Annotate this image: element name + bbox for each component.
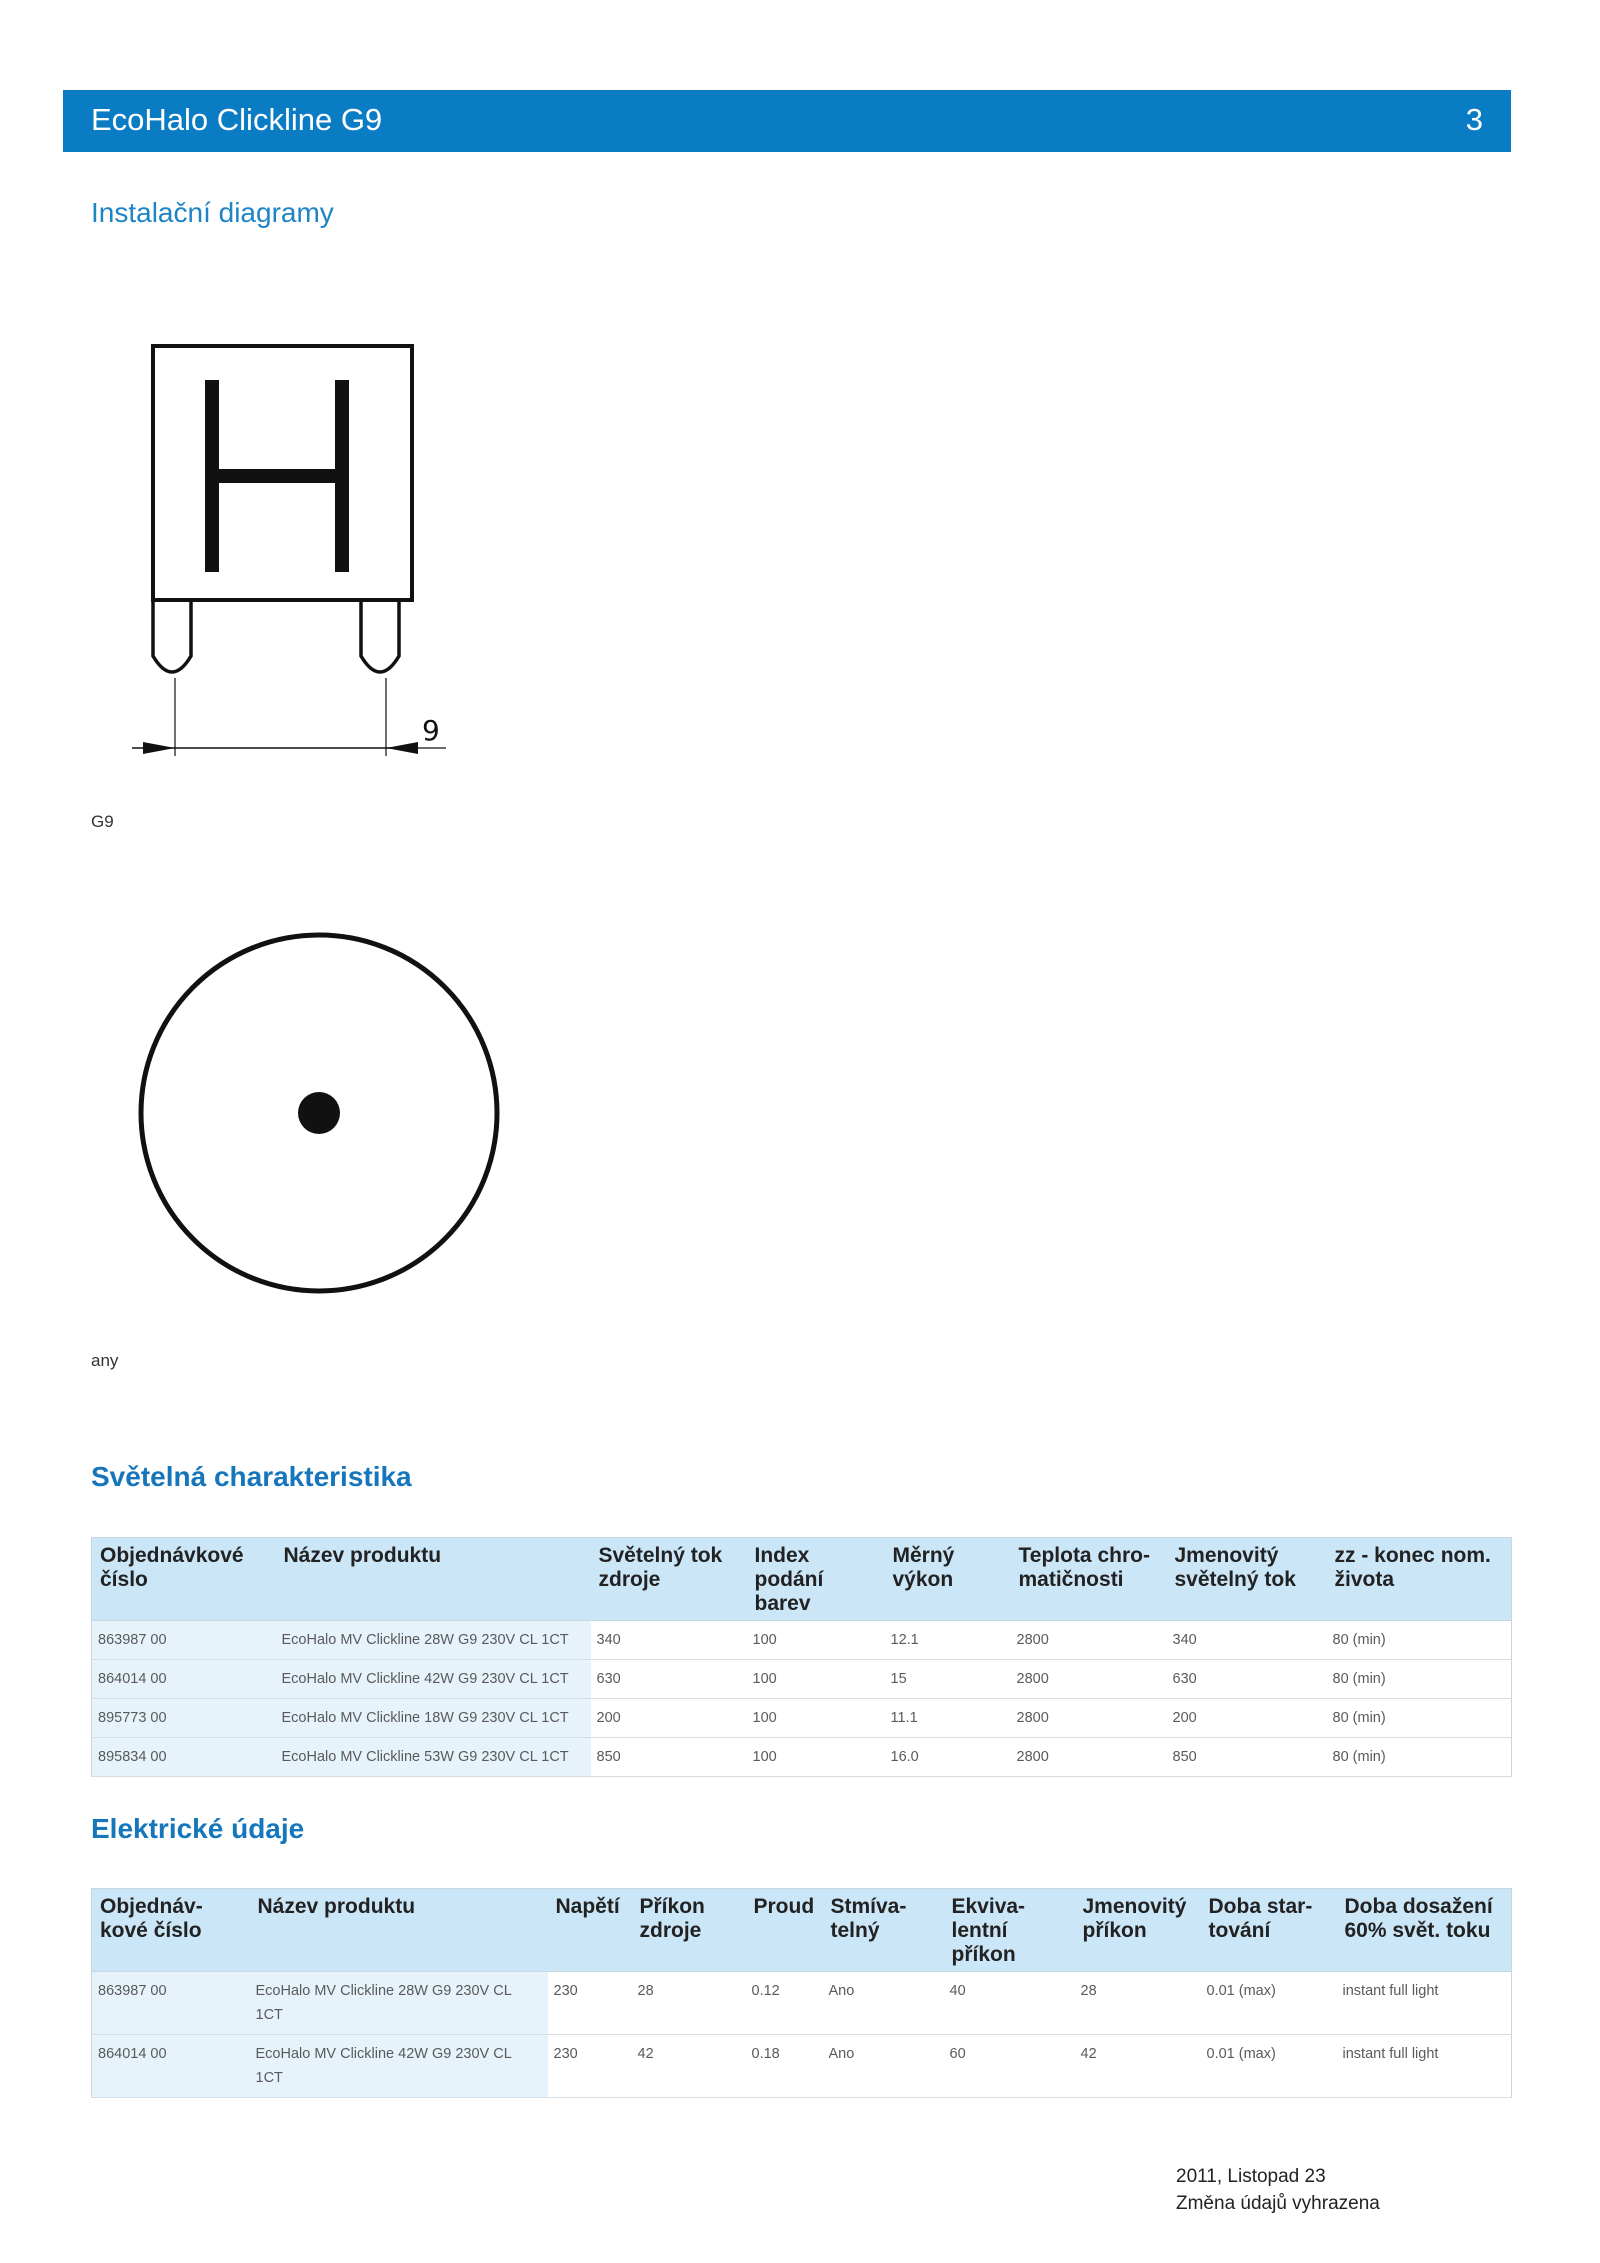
light-characteristics-title: Světelná charakteristika xyxy=(91,1461,412,1492)
cell: 16.0 xyxy=(885,1738,1011,1777)
cell: 100 xyxy=(747,1738,885,1777)
col-header: Napětí xyxy=(548,1889,632,1972)
footer xyxy=(1176,2163,1380,2217)
cell: 12.1 xyxy=(885,1621,1011,1660)
footer-date: 2011, Listopad 23 xyxy=(1176,2166,1326,2187)
cell: 850 xyxy=(591,1738,747,1777)
col-header: Teplota chro-matičnosti xyxy=(1011,1538,1167,1621)
cell: 0.12 xyxy=(746,1972,823,2035)
table-row xyxy=(92,1738,1512,1777)
orientation-any-diagram xyxy=(136,928,506,1298)
col-header: Název produktu xyxy=(276,1538,591,1621)
page-number: 3 xyxy=(1465,102,1483,137)
col-header: Jmenovitý příkon xyxy=(1075,1889,1201,1972)
cell-order-number: 864014 00 xyxy=(92,2035,250,2098)
cell: 0.01 (max) xyxy=(1201,1972,1337,2035)
col-header: Objednáv-kové číslo xyxy=(92,1889,250,1972)
cell: 11.1 xyxy=(885,1699,1011,1738)
cell: 0.01 (max) xyxy=(1201,2035,1337,2098)
cell: 60 xyxy=(944,2035,1075,2098)
footer-note: Změna údajů vyhrazena xyxy=(1176,2193,1380,2214)
cell: 2800 xyxy=(1011,1621,1167,1660)
col-header: Index podání barev xyxy=(747,1538,885,1621)
cell: 340 xyxy=(591,1621,747,1660)
g9-base-diagram xyxy=(128,336,468,766)
cell-order-number: 895834 00 xyxy=(92,1738,276,1777)
cell-order-number: 895773 00 xyxy=(92,1699,276,1738)
electrical-data-table xyxy=(91,1888,1512,2098)
cell: 42 xyxy=(1075,2035,1201,2098)
document-title: EcoHalo Clickline G9 xyxy=(91,102,383,137)
table-row xyxy=(92,1621,1512,1660)
col-header: Doba dosažení 60% svět. toku xyxy=(1337,1889,1512,1972)
cell: 630 xyxy=(1167,1660,1327,1699)
col-header: Příkon zdroje xyxy=(632,1889,746,1972)
install-diagrams-title: Instalační diagramy xyxy=(91,197,334,228)
cell: instant full light xyxy=(1337,2035,1512,2098)
cell: 0.18 xyxy=(746,2035,823,2098)
cell: 40 xyxy=(944,1972,1075,2035)
cell: 28 xyxy=(1075,1972,1201,2035)
dimension-label: 9 xyxy=(422,714,440,747)
cell-order-number: 863987 00 xyxy=(92,1972,250,2035)
cell: instant full light xyxy=(1337,1972,1512,2035)
cell-product-name: EcoHalo MV Clickline 18W G9 230V CL 1CT xyxy=(276,1699,591,1738)
table-row xyxy=(92,1660,1512,1699)
col-header: Doba star-tování xyxy=(1201,1889,1337,1972)
cell: 15 xyxy=(885,1660,1011,1699)
cell-product-name: EcoHalo MV Clickline 42W G9 230V CL 1CT xyxy=(250,2035,548,2098)
cell: 100 xyxy=(747,1699,885,1738)
cell: 100 xyxy=(747,1621,885,1660)
cell: 80 (min) xyxy=(1327,1699,1512,1738)
table-header-row xyxy=(92,1889,1512,1972)
cell-product-name: EcoHalo MV Clickline 28W G9 230V CL 1CT xyxy=(250,1972,548,2035)
cell: 80 (min) xyxy=(1327,1738,1512,1777)
electrical-data-title: Elektrické údaje xyxy=(91,1813,305,1844)
cell-product-name: EcoHalo MV Clickline 28W G9 230V CL 1CT xyxy=(276,1621,591,1660)
col-header: Měrný výkon xyxy=(885,1538,1011,1621)
cell-order-number: 864014 00 xyxy=(92,1660,276,1699)
cell: Ano xyxy=(823,2035,944,2098)
cell: 80 (min) xyxy=(1327,1660,1512,1699)
cell: 200 xyxy=(591,1699,747,1738)
cell: 28 xyxy=(632,1972,746,2035)
col-header: Stmíva-telný xyxy=(823,1889,944,1972)
cell-product-name: EcoHalo MV Clickline 42W G9 230V CL 1CT xyxy=(276,1660,591,1699)
cell: 340 xyxy=(1167,1621,1327,1660)
cell: Ano xyxy=(823,1972,944,2035)
cell: 2800 xyxy=(1011,1699,1167,1738)
col-header: Jmenovitý světelný tok xyxy=(1167,1538,1327,1621)
cell: 2800 xyxy=(1011,1738,1167,1777)
cell: 100 xyxy=(747,1660,885,1699)
header-bar xyxy=(63,90,1511,152)
cell: 42 xyxy=(632,2035,746,2098)
col-header: Světelný tok zdroje xyxy=(591,1538,747,1621)
cell: 230 xyxy=(548,1972,632,2035)
cell: 80 (min) xyxy=(1327,1621,1512,1660)
col-header: Proud xyxy=(746,1889,823,1972)
col-header: Název produktu xyxy=(250,1889,548,1972)
table-header-row xyxy=(92,1538,1512,1621)
col-header: Objednávkové číslo xyxy=(92,1538,276,1621)
cell-product-name: EcoHalo MV Clickline 53W G9 230V CL 1CT xyxy=(276,1738,591,1777)
table-row xyxy=(92,1972,1512,2035)
diagram-caption-g9: G9 xyxy=(91,812,114,831)
table-row xyxy=(92,2035,1512,2098)
col-header: Ekviva-lentní příkon xyxy=(944,1889,1075,1972)
cell-order-number: 863987 00 xyxy=(92,1621,276,1660)
cell: 630 xyxy=(591,1660,747,1699)
cell: 2800 xyxy=(1011,1660,1167,1699)
cell: 230 xyxy=(548,2035,632,2098)
diagram-caption-any: any xyxy=(91,1351,119,1370)
col-header: zz - konec nom. života xyxy=(1327,1538,1512,1621)
cell: 850 xyxy=(1167,1738,1327,1777)
cell: 200 xyxy=(1167,1699,1327,1738)
light-characteristics-table xyxy=(91,1537,1512,1777)
table-row xyxy=(92,1699,1512,1738)
